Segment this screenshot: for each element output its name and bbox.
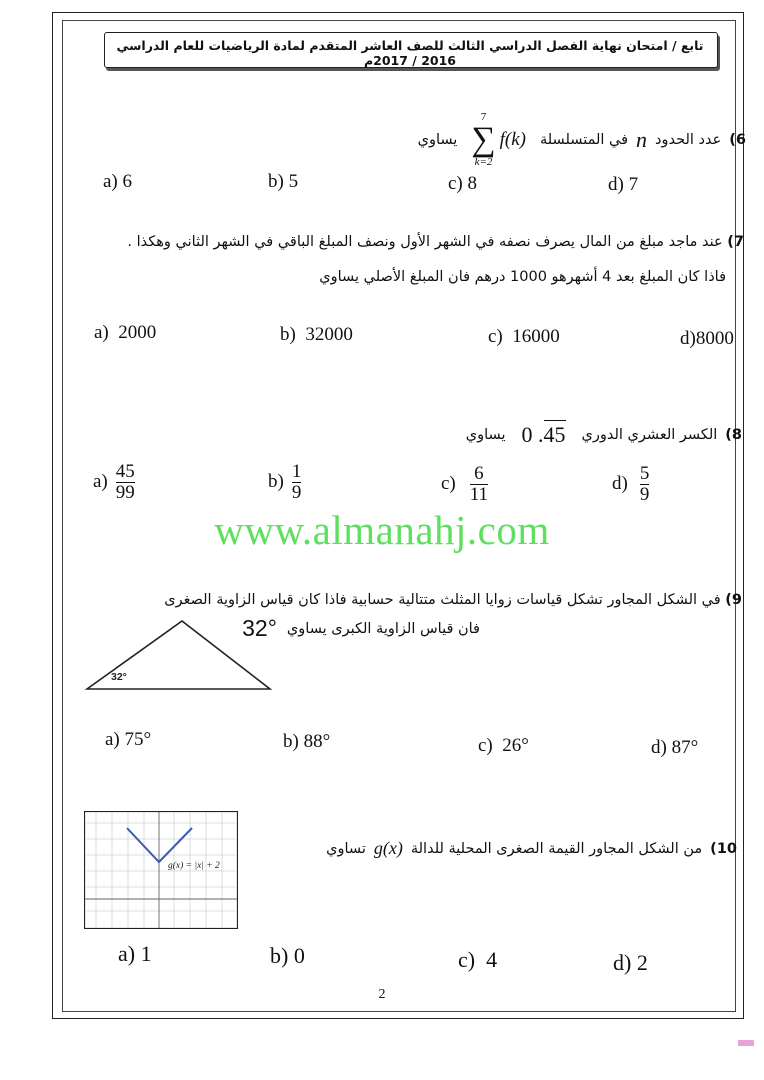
graph-function-label: g(x) = |x| + 2 [168,861,220,871]
q6-option-b[interactable]: b) 5 [268,171,299,192]
q10-option-b[interactable]: b) 0 [270,943,305,968]
q7-option-c[interactable]: c) 16000 [488,326,560,347]
q6-option-c[interactable]: c) 8 [448,173,478,194]
q10-text-a: من الشكل المجاور القيمة الصغرى المحلية للدالة [410,840,703,857]
q8-option-b[interactable]: b) $\frac{1}{9}$ [268,461,302,503]
q6-var-n: n [636,127,648,152]
q6-sum-lower: k=2 [474,156,493,168]
q6-stem [418,112,746,168]
q8-option-d[interactable]: d) $\frac{5}{9}$ [612,463,650,505]
q8-option-c[interactable]: c) $\frac{6}{11}$ [441,463,489,505]
q9-line2-text: فان قياس الزاوية الكبرى يساوي [286,620,480,637]
q10-option-d[interactable]: d) 2 [613,950,648,975]
q10-func: g(x) [373,838,403,858]
q7-option-b[interactable]: b) 32000 [280,324,353,345]
exam-header: تابع / امتحان نهاية الفصل الدراسي الثالث للصف العاشر المتقدم لمادة الرياضيات للعام الدراسي 2016 / 2017م [116,38,704,68]
q9-option-a[interactable]: a) 75° [105,729,152,750]
q7-option-d[interactable]: d)8000 [680,328,734,349]
q9-option-b[interactable]: b) 88° [283,731,331,752]
q6-number: 6) [729,132,746,148]
q6-text-b: في المتسلسلة [539,132,629,148]
sigma-icon: ∑ [471,121,496,158]
q8-text: الكسر العشري الدوري [581,427,718,443]
triangle-figure [84,618,276,694]
q10-number: 10) [710,840,737,857]
q9-line1 [52,592,742,608]
q6-text-c: يساوي [417,132,458,148]
triangle-angle-label: 32° [111,671,127,683]
q7-line2: فاذا كان المبلغ بعد 4 أشهرهو 1000 درهم فان المبلغ الأصلي يساوي [319,269,726,285]
q9-line1-text: في الشكل المجاور تشكل قياسات زوايا المثلث متتالية حسابية فاذا كان قياس الزاوية الصغرى [164,592,721,608]
q9-line2 [242,615,480,642]
q10-text-b: تساوي [326,840,366,857]
q7-line1 [44,234,744,250]
corner-mark [738,1040,754,1046]
q6-option-d[interactable]: d) 7 [608,174,639,195]
q6-summation [471,112,526,168]
q9-option-d[interactable]: d) 87° [651,737,699,758]
fraction: $\frac{45}{99}$ [115,461,135,503]
q10-option-a[interactable]: a) 1 [118,941,152,966]
q7-line1-text: عند ماجد مبلغ من المال يصرف نصفه في الشهر الأول ونصف المبلغ الباقي في الشهر الثاني وهكذا . [127,234,723,250]
q10-option-c[interactable]: c) 4 [458,947,498,972]
fraction: $\frac{5}{9}$ [639,463,650,505]
q8-repeating-decimal: 0 .45 [521,422,566,447]
fraction: $\frac{6}{11}$ [469,463,489,505]
q10-stem [326,838,737,859]
q8-stem [466,422,742,448]
q6-text-a: عدد الحدود [655,132,722,148]
q7-number: 7) [727,234,744,250]
function-graph [84,811,238,929]
q6-sum-body: f(k) [499,129,526,150]
q9-option-c[interactable]: c) 26° [478,735,529,756]
q6-sum-upper: 7 [480,111,487,123]
watermark: www.almanahj.com [214,507,550,553]
q9-number: 9) [725,592,742,608]
page-number: 2 [378,987,386,1002]
q7-option-a[interactable]: a) 2000 [94,322,157,343]
fraction: $\frac{1}{9}$ [291,461,302,503]
q6-option-a[interactable]: a) 6 [103,171,133,192]
q9-angle: 32° [242,615,277,641]
q8-number: 8) [725,427,742,443]
q8-text-b: يساوي [465,427,506,443]
q8-option-a[interactable]: a) $\frac{45}{99}$ [93,461,135,503]
